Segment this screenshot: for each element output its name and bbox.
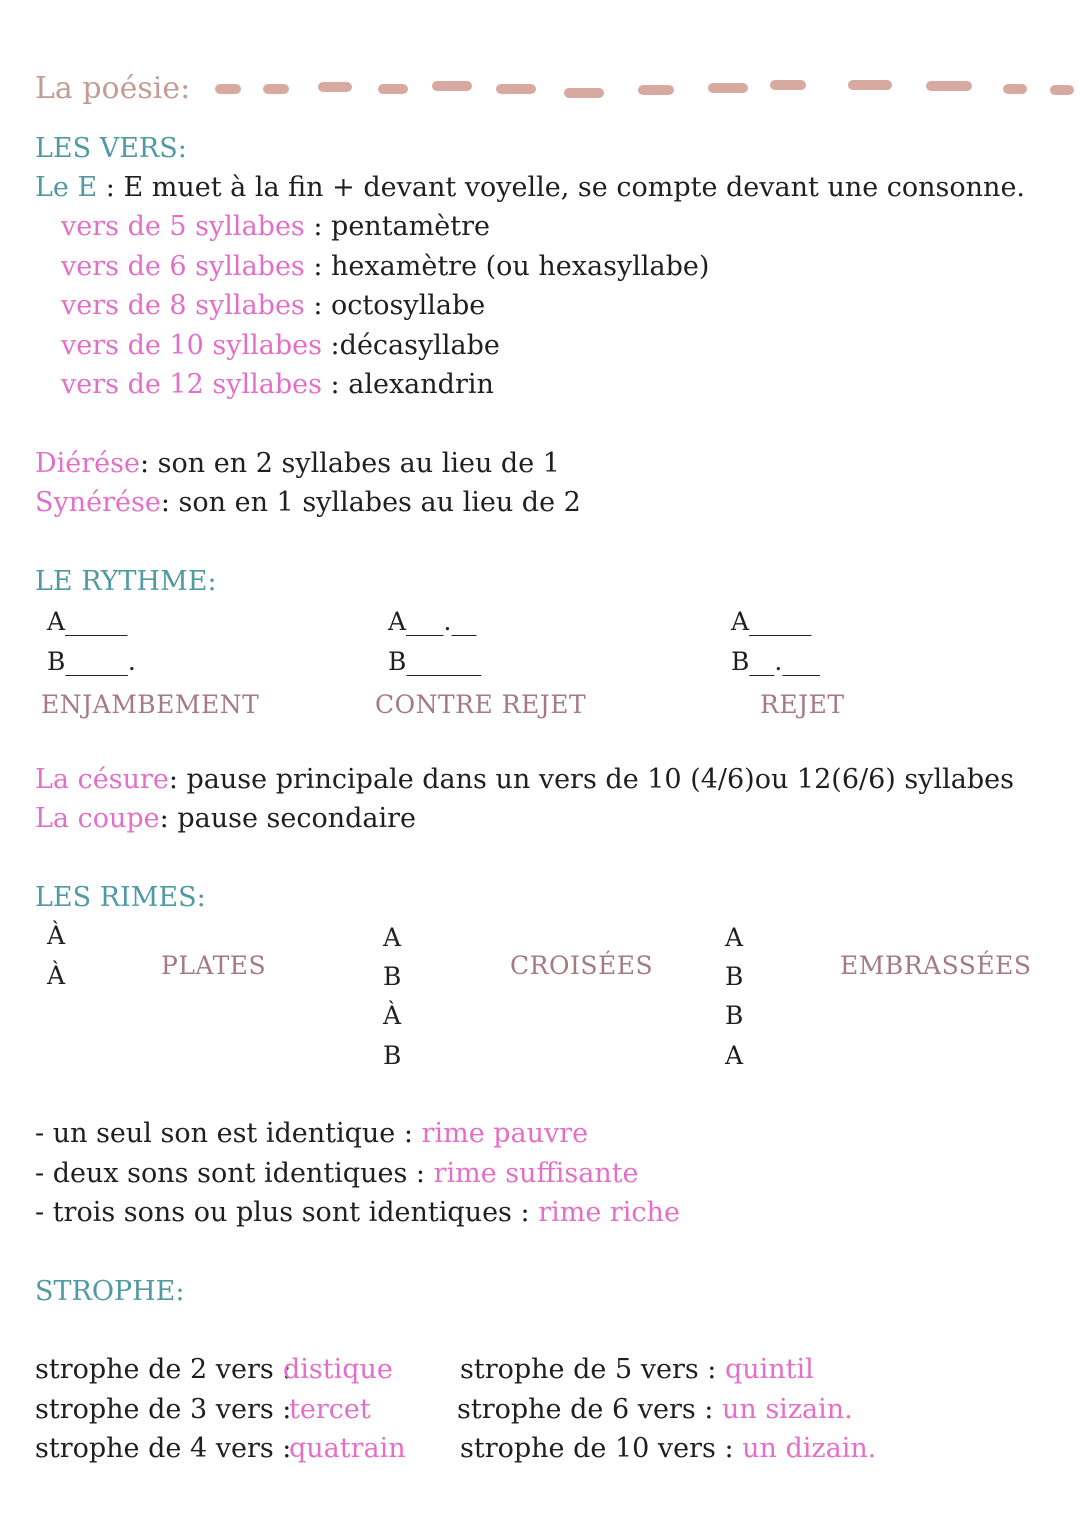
- vers-item-term: vers de 6 syllabes: [61, 251, 305, 282]
- section-heading-strophe: STROPHE:: [35, 1276, 185, 1307]
- rime-letter: À: [47, 921, 66, 950]
- rime-letter: B: [383, 1041, 402, 1070]
- vers-item-sep: :: [304, 290, 332, 321]
- rime-quality-text: - trois sons ou plus sont identiques :: [35, 1197, 539, 1228]
- vers-item-sep: :: [304, 251, 332, 282]
- dierese-term: Diérése: [35, 448, 140, 479]
- vers-item-8: [61, 292, 485, 319]
- vers-item-5: [61, 213, 490, 240]
- rime-label-plates: PLATES: [161, 951, 267, 980]
- strophe-right-10: [460, 1435, 876, 1462]
- strophe-left-text: strophe de 3 vers :: [35, 1394, 292, 1425]
- vers-item-12: [61, 371, 494, 398]
- strophe-left-text: strophe de 2 vers :: [35, 1354, 292, 1385]
- strophe-right-text: strophe de 10 vers :: [460, 1433, 743, 1464]
- rime-letter: À: [383, 1001, 402, 1030]
- strophe-left-term: quatrain: [289, 1433, 406, 1464]
- vers-item-sep: :: [321, 330, 340, 361]
- dierese-text: : son en 2 syllabes au lieu de 1: [139, 448, 560, 479]
- synerese-line: [35, 489, 581, 516]
- rime-quality-term: rime suffisante: [433, 1158, 639, 1189]
- strophe-right-5: [460, 1356, 814, 1383]
- rime-letter: B: [383, 962, 402, 991]
- rythme-diagram-line: B______: [388, 647, 482, 676]
- rythme-label-enjambement: ENJAMBEMENT: [41, 690, 260, 719]
- vers-item-sep: :: [304, 211, 332, 242]
- cesure-text: : pause principale dans un vers de 10 (4/6)ou 12(6/6) syllabes: [168, 764, 1014, 795]
- vers-item-term: vers de 10 syllabes: [61, 330, 322, 361]
- rime-letter: A: [383, 923, 402, 952]
- section-heading-vers: LES VERS:: [35, 133, 187, 164]
- vers-item-term: vers de 8 syllabes: [61, 290, 305, 321]
- strophe-left-term: tercet: [289, 1394, 371, 1425]
- rythme-diagram-line: B_____.: [47, 647, 136, 676]
- vers-item-name: décasyllabe: [339, 330, 500, 361]
- page-title: La poésie:: [35, 71, 191, 106]
- dierese-line: [35, 450, 560, 477]
- strophe-right-term: un dizain.: [742, 1433, 877, 1464]
- strophe-left-term: distique: [283, 1354, 393, 1385]
- vers-item-sep: :: [321, 369, 349, 400]
- rime-quality-pauvre: [35, 1120, 588, 1147]
- rythme-label-rejet: REJET: [760, 690, 845, 719]
- strophe-right-text: strophe de 6 vers :: [457, 1394, 722, 1425]
- e-rule-line: [35, 174, 1025, 201]
- vers-item-name: pentamètre: [331, 211, 490, 242]
- section-heading-rythme: LE RYTHME:: [35, 566, 217, 597]
- strophe-right-text: strophe de 5 vers :: [460, 1354, 725, 1385]
- rime-label-embrassees: EMBRASSÉES: [840, 951, 1032, 980]
- rime-letter: B: [725, 1001, 744, 1030]
- strophe-right-term: quintil: [724, 1354, 814, 1385]
- rime-quality-text: - deux sons sont identiques :: [35, 1158, 434, 1189]
- coupe-term: La coupe: [35, 803, 160, 834]
- synerese-term: Synérése: [35, 487, 161, 518]
- e-rule-text: : E muet à la fin + devant voyelle, se compte devant une consonne.: [97, 172, 1026, 203]
- rime-quality-term: rime riche: [538, 1197, 680, 1228]
- rime-letter: B: [725, 962, 744, 991]
- rythme-diagram-line: A_____: [47, 607, 128, 636]
- rime-letter: A: [725, 1041, 744, 1070]
- coupe-line: [35, 805, 416, 832]
- rime-quality-riche: [35, 1199, 680, 1226]
- synerese-text: : son en 1 syllabes au lieu de 2: [160, 487, 581, 518]
- vers-item-name: octosyllabe: [331, 290, 486, 321]
- vers-item-6: [61, 253, 709, 280]
- rythme-label-contre-rejet: CONTRE REJET: [375, 690, 587, 719]
- cesure-line: [35, 766, 1014, 793]
- vers-item-name: alexandrin: [348, 369, 494, 400]
- rythme-diagram-line: B__.___: [731, 647, 820, 676]
- rime-quality-text: - un seul son est identique :: [35, 1118, 422, 1149]
- rime-quality-term: rime pauvre: [421, 1118, 589, 1149]
- vers-item-term: vers de 12 syllabes: [61, 369, 322, 400]
- coupe-text: : pause secondaire: [159, 803, 417, 834]
- e-rule-term: Le E: [35, 172, 98, 203]
- vers-item-term: vers de 5 syllabes: [61, 211, 305, 242]
- rime-label-croisees: CROISÉES: [510, 951, 654, 980]
- rime-letter: A: [725, 923, 744, 952]
- strophe-left-text: strophe de 4 vers :: [35, 1433, 292, 1464]
- rythme-diagram-line: A_____: [731, 607, 812, 636]
- rythme-diagram-line: A___.__: [388, 607, 477, 636]
- vers-item-name: hexamètre (ou hexasyllabe): [331, 251, 710, 282]
- rime-quality-suffisante: [35, 1160, 639, 1187]
- strophe-right-6: [457, 1396, 853, 1423]
- strophe-right-term: un sizain.: [721, 1394, 853, 1425]
- section-heading-rimes: LES RIMES:: [35, 882, 206, 913]
- vers-item-10: [61, 332, 500, 359]
- cesure-term: La césure: [35, 764, 169, 795]
- rime-letter: À: [47, 961, 66, 990]
